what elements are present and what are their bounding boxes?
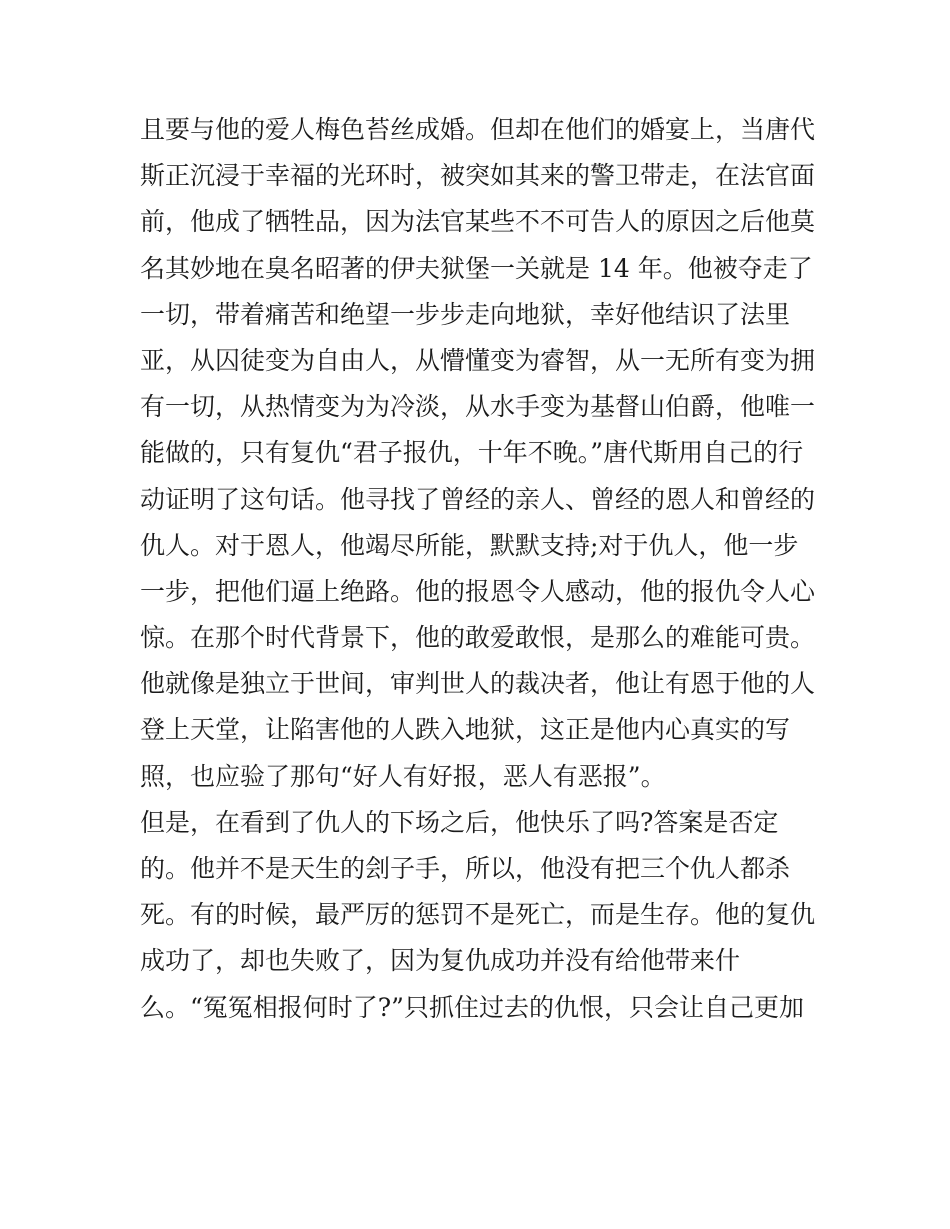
text-line: 死。有的时候，最严厉的惩罚不是死亡，而是生存。他的复仇 <box>140 900 816 930</box>
text-line: 惊。在那个时代背景下，他的敢爱敢恨，是那么的难能可贵。 <box>140 623 816 653</box>
text-line: 一切，带着痛苦和绝望一步步走向地狱，幸好他结识了法里 <box>140 299 791 329</box>
text-line: 成功了，却也失败了，因为复仇成功并没有给他带来什 <box>140 946 741 976</box>
text-line: 且要与他的爱人梅色苔丝成婚。但却在他们的婚宴上，当唐代 <box>140 115 816 144</box>
text-line: 有一切，从热情变为为冷淡，从水手变为基督山伯爵，他唯一 <box>140 392 816 422</box>
text-line: 仇人。对于恩人，他竭尽所能，默默支持;对于仇人，他一步 <box>140 530 799 560</box>
text-line: 的。他并不是天生的刽子手，所以，他没有把三个仇人都杀 <box>140 854 791 883</box>
text-line: 登上天堂，让陷害他的人跌入地狱，这正是他内心真实的写 <box>140 715 791 745</box>
text-line: 名其妙地在臭名昭著的伊夫狱堡一关就是 14 年。他被夺走了 <box>140 253 813 283</box>
text-line: 能做的，只有复仇“君子报仇，十年不晚。”唐代斯用自己的行 <box>140 438 804 468</box>
text-line: 亚，从囚徒变为自由人，从懵懂变为睿智，从一无所有变为拥 <box>140 345 816 375</box>
text-line: 照，也应验了那句“好人有好报，恶人有恶报”。 <box>140 761 666 791</box>
body-text <box>140 107 820 1031</box>
text-line: 一步，把他们逼上绝路。他的报恩令人感动，他的报仇令人心 <box>140 576 816 606</box>
text-line: 斯正沉浸于幸福的光环时，被突如其来的警卫带走，在法官面 <box>140 161 816 191</box>
text-line: 但是，在看到了仇人的下场之后，他快乐了吗?答案是否定 <box>140 807 779 837</box>
text-line: 动证明了这句话。他寻找了曾经的亲人、曾经的恩人和曾经的 <box>140 484 816 514</box>
text-line: 么。“冤冤相报何时了?”只抓住过去的仇恨，只会让自己更加 <box>140 992 804 1022</box>
text-line: 前，他成了牺牲品，因为法官某些不不可告人的原因之后他莫 <box>140 207 816 237</box>
text-line: 他就像是独立于世间，审判世人的裁决者，他让有恩于他的人 <box>140 669 816 699</box>
